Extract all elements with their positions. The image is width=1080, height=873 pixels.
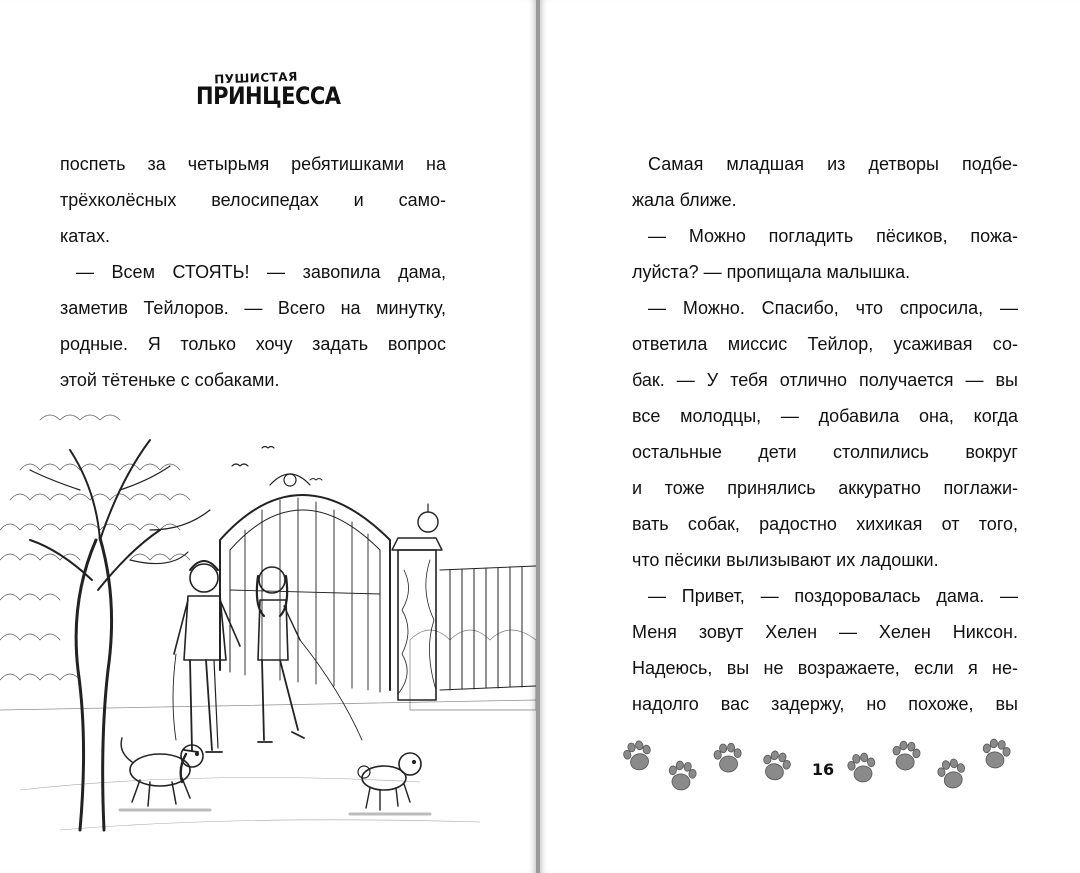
- page-number: 16: [811, 760, 835, 779]
- text-line: остальные дети столпились вокруг: [632, 442, 1018, 462]
- book-title-line1: ПУШИСТАЯ: [213, 69, 299, 87]
- paw-print-icon: [621, 739, 655, 773]
- text-line: Надеюсь, вы не возражаете, если я не-: [632, 658, 1018, 678]
- text-line: — Привет, — поздоровалась дама. —: [648, 586, 1018, 606]
- text-line: жала ближе.: [632, 190, 737, 210]
- text-line: родные. Я только хочу задать вопрос: [60, 334, 446, 354]
- left-page-text: [60, 146, 446, 398]
- book-title-line2: ПРИНЦЕССА: [196, 82, 341, 110]
- paw-print-icon: [713, 742, 743, 773]
- text-line: вать собак, радостно хихикая от того,: [632, 514, 1018, 534]
- paw-print-icon: [980, 737, 1012, 770]
- text-line: надолго вас задержу, но похоже, вы: [632, 694, 1018, 714]
- text-line: трёхколёсных велосипедах и само-: [60, 190, 446, 210]
- text-line: этой тётеньке с собаками.: [60, 370, 280, 390]
- paw-print-icon: [759, 749, 793, 783]
- paw-print-icon: [891, 740, 922, 772]
- text-line: и тоже принялись аккуратно поглажи-: [632, 478, 1018, 498]
- text-line: ответила миссис Тейлор, усаживая со-: [632, 334, 1018, 354]
- text-line: бак. — У тебя отлично получается — вы: [632, 370, 1018, 390]
- text-line: — Можно. Спасибо, что спросила, —: [648, 298, 1018, 318]
- book-title-logo: [196, 69, 341, 110]
- text-line: поспеть за четырьмя ребятишками на: [60, 154, 446, 174]
- text-line: — Можно погладить пёсиков, пожа-: [648, 226, 1018, 246]
- right-page-text: [632, 146, 1018, 722]
- text-line: заметив Тейлоров. — Всего на минутку,: [60, 298, 446, 318]
- text-line: — Всем СТОЯТЬ! — завопила дама,: [76, 262, 446, 282]
- text-line: луйста? — пропищала малышка.: [632, 262, 911, 282]
- paw-print-icon: [936, 757, 969, 790]
- left-page: [0, 0, 536, 873]
- text-line: все молодцы, — добавила она, когда: [632, 406, 1018, 426]
- text-line: катах.: [60, 226, 110, 246]
- text-line: Меня зовут Хелен — Хелен Никсон.: [632, 622, 1018, 642]
- paw-print-icon: [846, 751, 878, 784]
- text-line: Самая младшая из детворы подбе-: [648, 154, 1018, 174]
- text-line: что пёсики вылизывают их ладошки.: [632, 550, 939, 570]
- illustration: [0, 410, 536, 873]
- paw-print-icon: [666, 759, 698, 792]
